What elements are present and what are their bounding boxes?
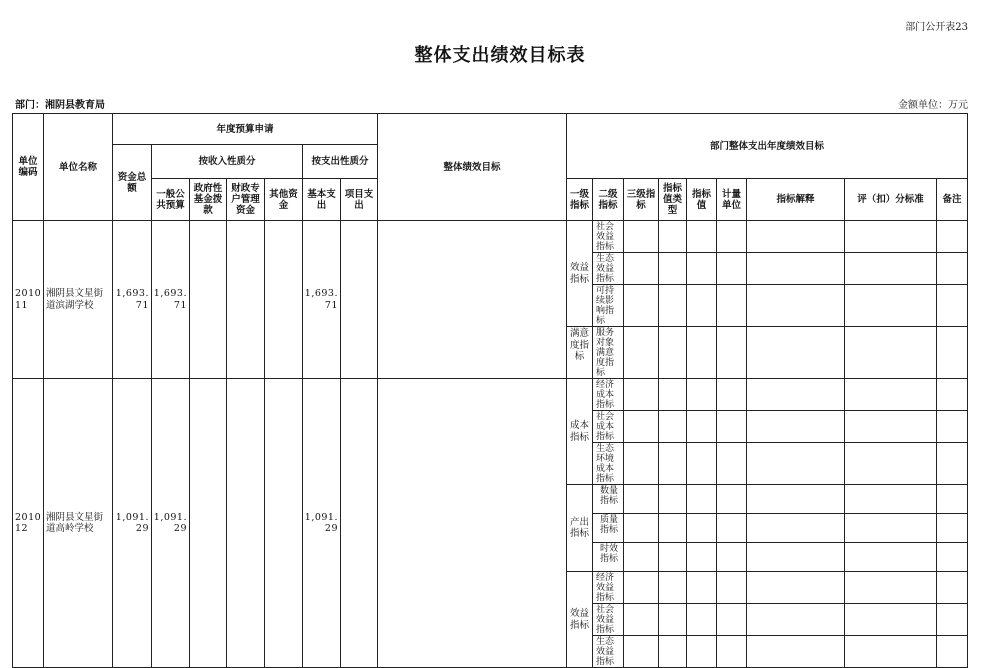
page-title: 整体支出绩效目标表: [414, 45, 586, 66]
level2-cell: 生态环境成本指标: [593, 443, 624, 485]
overall-goal-cell: [378, 221, 567, 379]
col-level2: 二级指标: [593, 179, 624, 221]
col-gov-fund: 政府性基金拨款: [190, 179, 227, 221]
basic-expenditure-cell: 1,693.71: [303, 221, 341, 379]
level1-cell: 效益指标: [567, 572, 593, 668]
col-total-funds: 资金总额: [113, 145, 152, 221]
gov-fund-cell: [190, 221, 227, 379]
other-funds-cell: [265, 379, 303, 668]
level1-cell: 成本指标: [567, 379, 593, 485]
unit-name-cell: 湘阴县文星街道滨湖学校: [44, 221, 113, 379]
level2-cell: 数量指标: [593, 485, 624, 514]
col-overall-goal: 整体绩效目标: [378, 114, 567, 221]
level2-cell: 时效指标: [593, 543, 624, 572]
performance-table: [12, 113, 968, 668]
fiscal-special-cell: [227, 221, 265, 379]
col-level1: 一级指标: [567, 179, 593, 221]
level2-cell: 质量指标: [593, 514, 624, 543]
level2-cell: 社会成本指标: [593, 411, 624, 443]
table-row: [13, 221, 968, 253]
form-number: 部门公开表23: [905, 22, 968, 33]
unit-code-cell: 201012: [13, 379, 44, 668]
col-scoring: 评（扣）分标准: [845, 179, 937, 221]
level2-cell: 生态效益指标: [593, 253, 624, 285]
gov-fund-cell: [190, 379, 227, 668]
total-funds-cell: 1,091.29: [113, 379, 152, 668]
level1-cell: 产出指标: [567, 485, 593, 572]
col-indicator-value: 指标值: [687, 179, 717, 221]
col-fiscal-special: 财政专户管理资金: [227, 179, 265, 221]
col-indicator-explain: 指标解释: [747, 179, 845, 221]
level2-cell: 经济成本指标: [593, 379, 624, 411]
col-by-income: 按收入性质分: [152, 145, 303, 179]
unit-name-cell: 湘阴县文星街道高岭学校: [44, 379, 113, 668]
col-annual-budget: 年度预算申请: [113, 114, 378, 145]
level2-cell: 社会效益指标: [593, 604, 624, 636]
col-by-expenditure: 按支出性质分: [303, 145, 378, 179]
col-basic-expenditure: 基本支出: [303, 179, 341, 221]
unit-code-cell: 201011: [13, 221, 44, 379]
level2-cell: 可持续影响指标: [593, 285, 624, 327]
amount-unit-label: 金额单位：万元: [898, 100, 968, 111]
col-level3: 三级指标: [624, 179, 659, 221]
project-expenditure-cell: [341, 379, 378, 668]
basic-expenditure-cell: 1,091.29: [303, 379, 341, 668]
col-other-funds: 其他资金: [265, 179, 303, 221]
col-project-expenditure: 项目支出: [341, 179, 378, 221]
col-measure-unit: 计量单位: [717, 179, 747, 221]
level1-cell: 效益指标: [567, 221, 593, 327]
department-label: 部门：湘阴县教育局: [15, 100, 105, 111]
overall-goal-cell: [378, 379, 567, 668]
col-remarks: 备注: [937, 179, 968, 221]
level2-cell: 生态效益指标: [593, 636, 624, 668]
col-unit-name: 单位名称: [44, 114, 113, 221]
level2-cell: 经济效益指标: [593, 572, 624, 604]
general-budget-cell: 1,091.29: [152, 379, 190, 668]
table-row: [13, 379, 968, 411]
general-budget-cell: 1,693.71: [152, 221, 190, 379]
total-funds-cell: 1,693.71: [113, 221, 152, 379]
level2-cell: 社会效益指标: [593, 221, 624, 253]
fiscal-special-cell: [227, 379, 265, 668]
level1-cell: 满意度指标: [567, 327, 593, 379]
other-funds-cell: [265, 221, 303, 379]
col-unit-code: 单位编码: [13, 114, 44, 221]
col-indicator-type: 指标值类型: [659, 179, 687, 221]
col-dept-annual-goal: 部门整体支出年度绩效目标: [567, 114, 968, 179]
col-general-budget: 一般公共预算: [152, 179, 190, 221]
level2-cell: 服务对象满意度指标: [593, 327, 624, 379]
project-expenditure-cell: [341, 221, 378, 379]
